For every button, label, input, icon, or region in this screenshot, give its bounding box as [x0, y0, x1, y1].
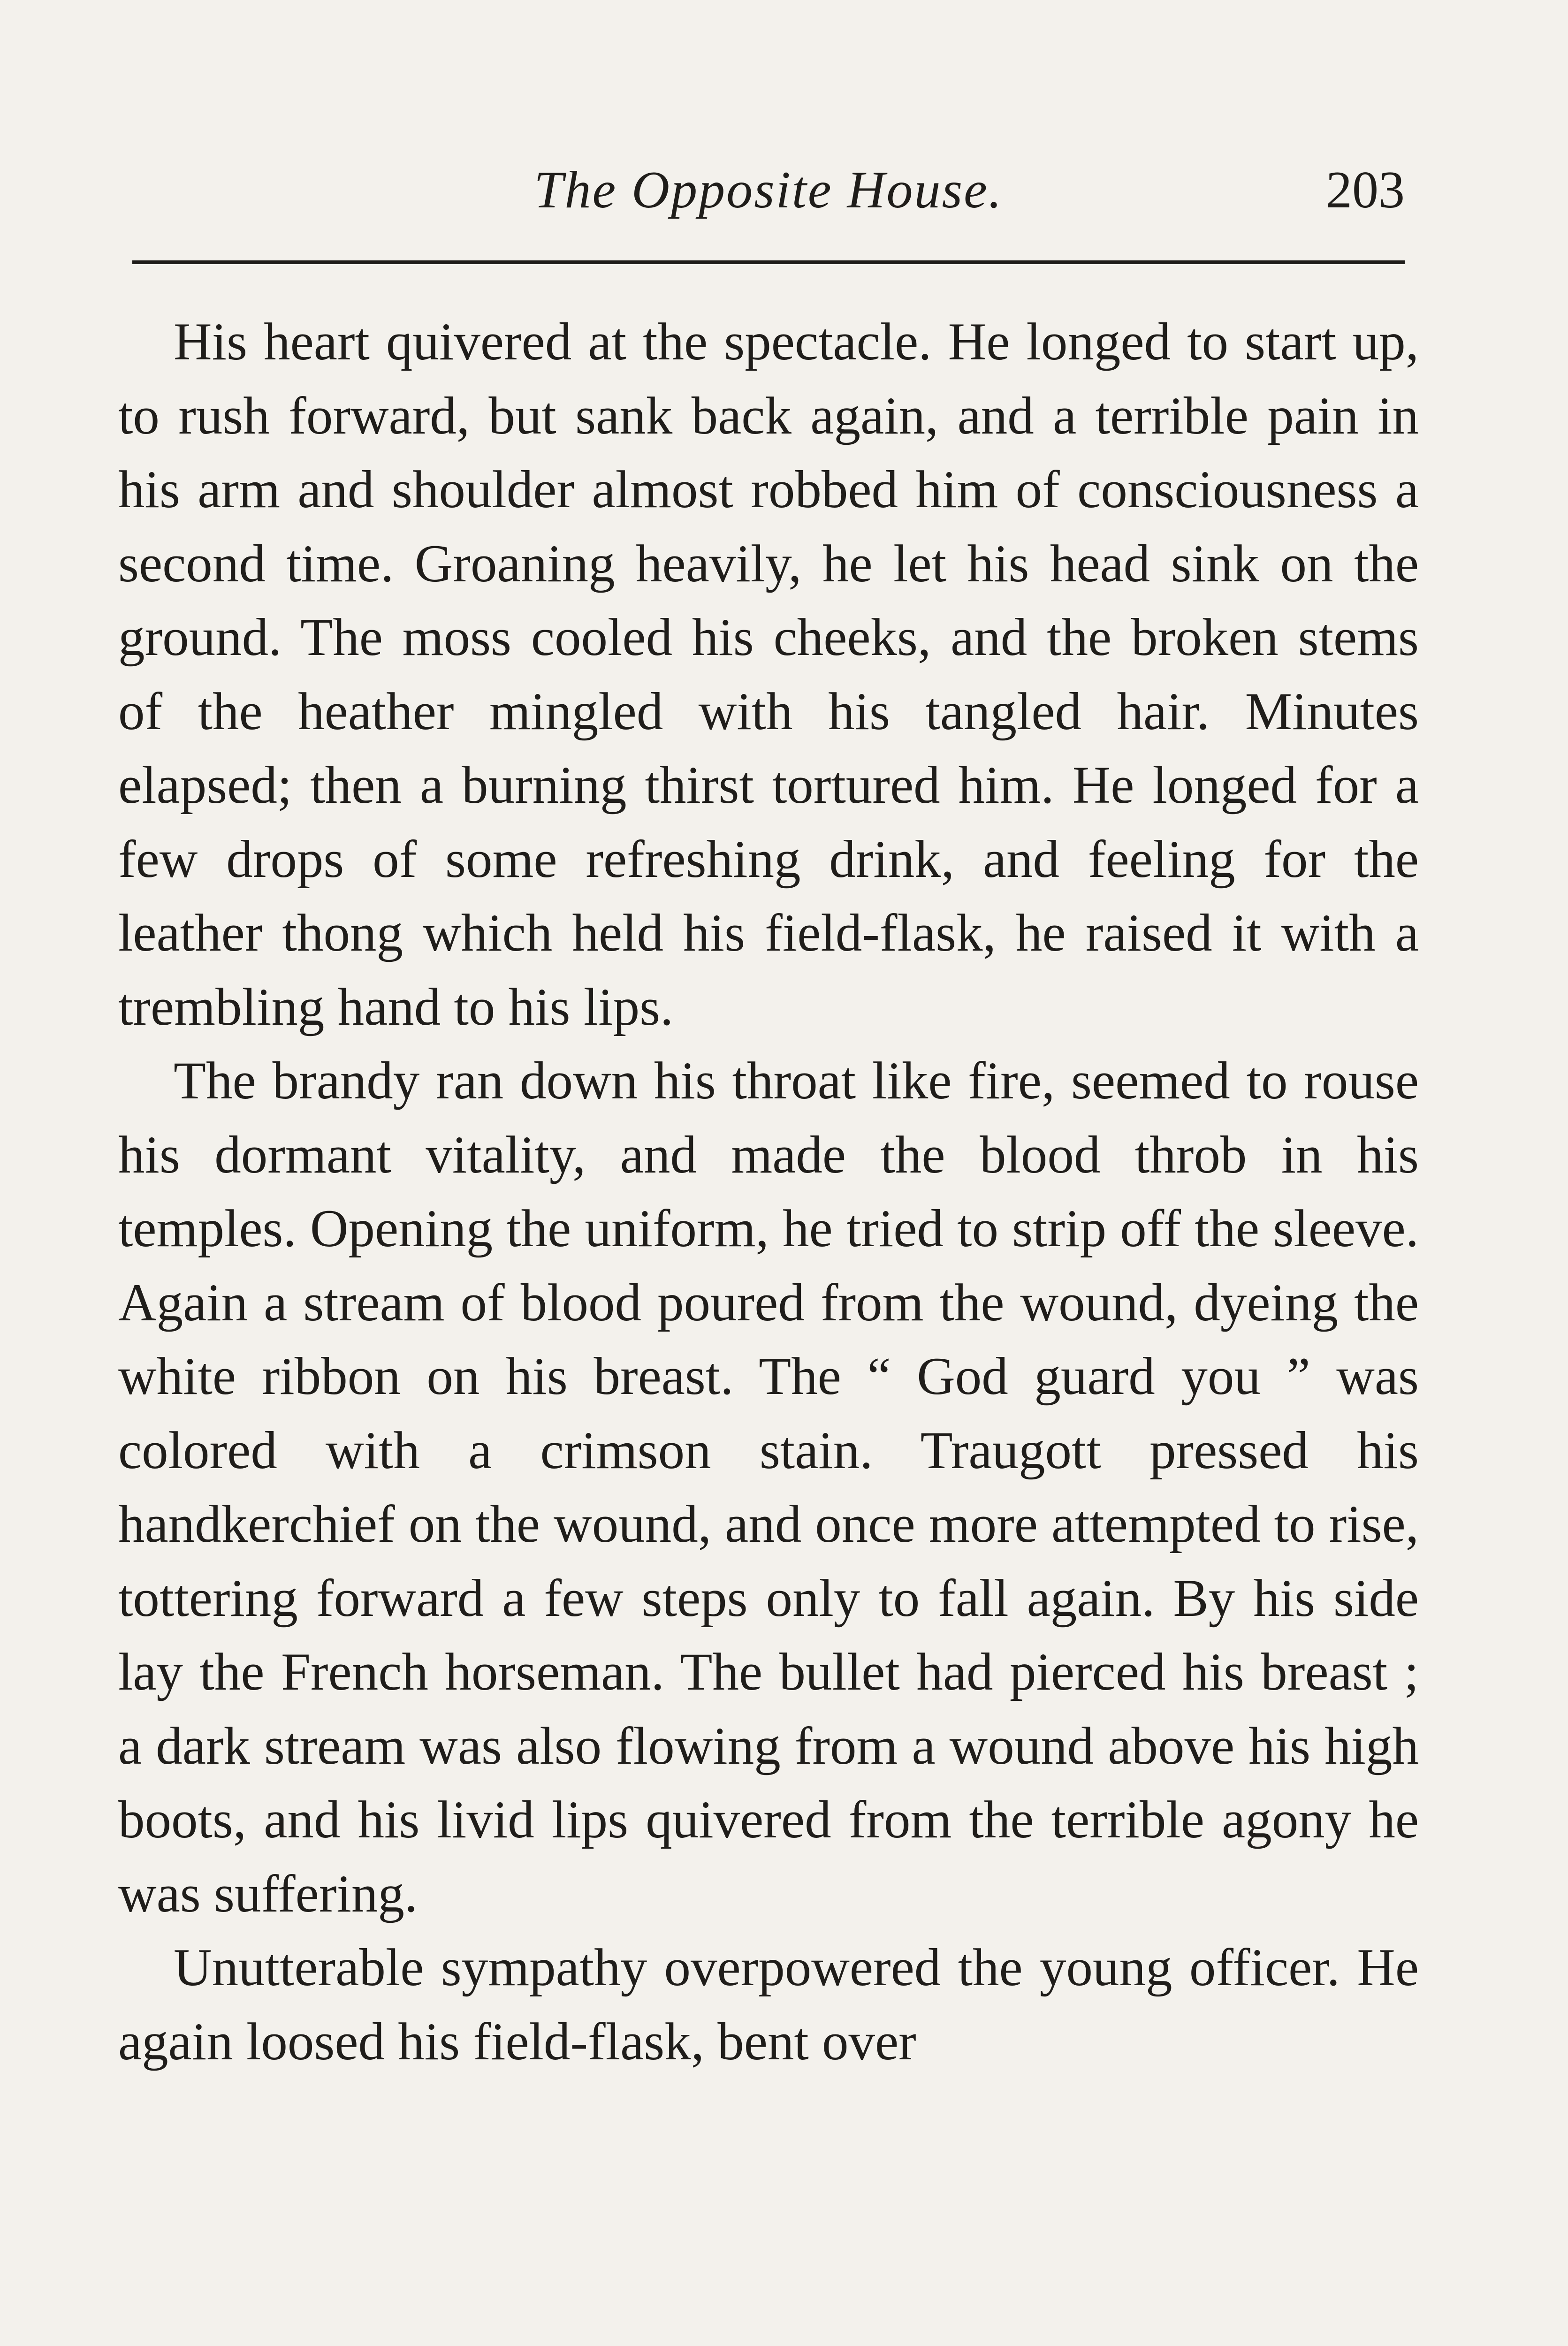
paragraph: Unutterable sympathy overpowered the young officer. He again loosed his field-flask, bent over — [118, 1938, 1419, 2071]
running-title: The Opposite House. — [534, 161, 1003, 219]
page-header — [132, 155, 1405, 225]
header-rule — [132, 260, 1405, 264]
body-text — [118, 305, 1419, 2079]
page-number: 203 — [1326, 161, 1405, 219]
paragraph: His heart quivered at the spectacle. He longed to start up, to rush forward, but sank back again, and a terrible pain in his arm and shoulder almost robbed him of consciousness a second time. Groaning heavily, he let his head sink on the ground. The moss cooled his cheeks, and the broken stems of the heather mingled with his tangled hair. Minutes elapsed; then a burning thirst tortured him. He longed for a few drops of some refreshing drink, and feeling for the leather thong which held his field-flask, he raised it with a trembling hand to his lips. — [118, 312, 1419, 1036]
paragraph: The brandy ran down his throat like fire, seemed to rouse his dormant vitality, and made the blood throb in his temples. Opening the uniform, he tried to strip off the sleeve. Again a stream of blood poured from the wound, dyeing the white ribbon on his breast. The “ God guard you ” was colored with a crimson stain. Traugott pressed his handkerchief on the wound, and once more attempted to rise, tottering forward a few steps only to fall again. By his side lay the French horseman. The bullet had pierced his breast ; a dark stream was also flowing from a wound above his high boots, and his livid lips quivered from the terrible agony he was suffering. — [118, 1051, 1419, 1923]
